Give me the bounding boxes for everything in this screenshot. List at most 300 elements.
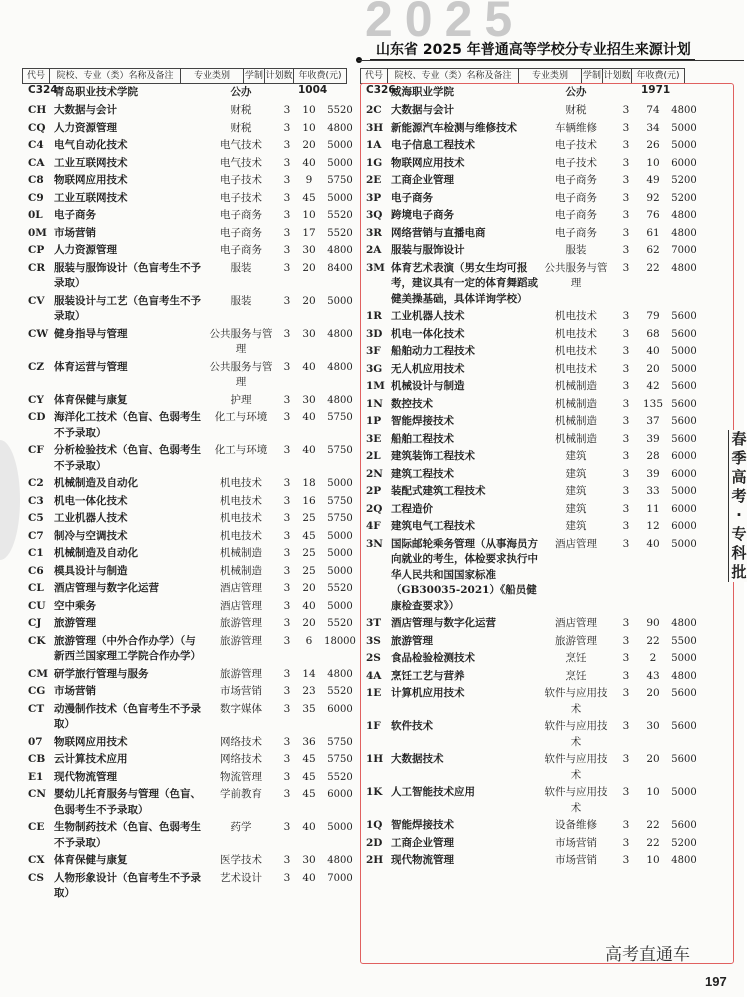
table-row xyxy=(366,852,706,870)
duration-years: 3 xyxy=(283,244,291,256)
plan-count: 22 xyxy=(646,836,660,849)
table-row xyxy=(28,769,363,787)
duration-years: 3 xyxy=(283,582,291,594)
major-name: 云计算技术应用 xyxy=(54,753,128,765)
duration-years: 3 xyxy=(283,871,291,884)
major-category: 电子技术 xyxy=(555,156,597,169)
plan-count: 10 xyxy=(646,786,660,798)
plan-count: 45 xyxy=(302,788,316,800)
plan-count: 68 xyxy=(646,327,660,340)
major-name: 工程造价 xyxy=(391,502,433,515)
major-category: 电子技术 xyxy=(555,139,597,151)
annual-fee: 5750 xyxy=(327,495,353,507)
plan-count: 20 xyxy=(302,617,316,629)
annual-fee: 5200 xyxy=(671,175,697,186)
major-category: 软件与应用技术 xyxy=(544,753,608,781)
plan-count: 22 xyxy=(646,634,660,647)
annual-fee: 5750 xyxy=(327,445,353,456)
major-code: 2N xyxy=(366,467,383,480)
plan-count: 40 xyxy=(302,599,316,612)
major-code: CF xyxy=(28,444,44,456)
duration-years: 3 xyxy=(283,191,291,204)
major-code: CA xyxy=(28,156,45,169)
table-row xyxy=(28,120,363,138)
table-row xyxy=(366,361,706,379)
plan-count: 2 xyxy=(649,652,657,664)
major-name: 海洋化工技术（色盲、色弱考生不予录取） xyxy=(54,411,201,439)
plan-count: 6 xyxy=(305,634,313,647)
plan-count: 10 xyxy=(646,854,660,866)
major-category: 电子商务 xyxy=(555,209,597,221)
major-code: CV xyxy=(28,294,45,307)
duration-years: 3 xyxy=(622,652,630,664)
major-name: 机械设计与制造 xyxy=(391,380,465,392)
major-code: 1M xyxy=(366,380,385,392)
major-code: C5 xyxy=(28,512,44,524)
major-code: CJ xyxy=(28,617,42,629)
duration-years: 3 xyxy=(622,617,630,629)
major-category: 软件与应用技术 xyxy=(544,786,608,814)
major-code: CH xyxy=(28,104,47,116)
table-row xyxy=(28,666,363,684)
major-name: 船舶工程技术 xyxy=(391,432,454,445)
annual-fee: 5600 xyxy=(671,311,697,322)
plan-count: 40 xyxy=(302,444,316,456)
major-name: 物联网应用技术 xyxy=(54,735,128,748)
duration-years: 3 xyxy=(622,520,630,532)
column-header: 学制 xyxy=(244,71,263,81)
plan-count: 34 xyxy=(646,121,660,134)
annual-fee: 18000 xyxy=(324,635,356,647)
table-row xyxy=(28,598,363,616)
major-category: 旅游管理 xyxy=(220,634,262,647)
annual-fee: 5000 xyxy=(327,822,353,833)
major-code: 1R xyxy=(366,310,383,322)
school-code: C324 xyxy=(28,84,58,96)
annual-fee: 7000 xyxy=(671,245,697,256)
major-code: CY xyxy=(28,393,44,406)
major-category: 酒店管理 xyxy=(555,537,597,550)
plan-count: 62 xyxy=(646,244,660,256)
major-name: 机械制造及自动化 xyxy=(54,547,138,559)
major-code: 2C xyxy=(366,104,382,116)
major-category: 电子商务 xyxy=(555,174,597,186)
annual-fee: 7000 xyxy=(327,872,353,884)
annual-fee: 5750 xyxy=(327,513,353,524)
duration-years: 3 xyxy=(283,788,291,800)
major-code: 2P xyxy=(366,485,382,497)
major-category: 旅游管理 xyxy=(555,634,597,647)
major-name: 市场营销 xyxy=(54,685,96,697)
major-code: 1N xyxy=(366,397,383,410)
major-code: 2H xyxy=(366,854,384,866)
duration-years: 3 xyxy=(283,667,291,680)
duration-years: 3 xyxy=(622,687,630,699)
duration-years: 3 xyxy=(283,226,291,239)
duration-years: 3 xyxy=(283,599,291,612)
duration-years: 3 xyxy=(622,819,630,831)
plan-count: 20 xyxy=(302,139,316,151)
annual-fee: 5600 xyxy=(671,754,697,765)
major-code: CK xyxy=(28,634,46,647)
major-category: 艺术设计 xyxy=(220,871,262,884)
major-category: 化工与环境 xyxy=(214,444,268,456)
annual-fee: 5520 xyxy=(327,618,353,629)
major-name: 酒店管理与数字化运营 xyxy=(391,617,496,629)
table-row xyxy=(366,784,706,817)
school-fee xyxy=(320,84,360,102)
plan-count: 30 xyxy=(302,244,316,256)
major-category: 机械制造 xyxy=(555,415,597,427)
major-category: 建筑 xyxy=(565,485,587,497)
major-category: 学前教育 xyxy=(220,788,262,800)
duration-years: 3 xyxy=(622,156,630,169)
table-row xyxy=(28,190,363,208)
major-category: 服装 xyxy=(230,294,252,307)
major-category: 药学 xyxy=(230,821,252,833)
major-name: 物联网应用技术 xyxy=(54,174,128,186)
major-code: CD xyxy=(28,411,46,423)
duration-years: 3 xyxy=(622,209,630,221)
duration-years: 3 xyxy=(283,617,291,629)
plan-count: 30 xyxy=(302,854,316,866)
plan-count: 39 xyxy=(646,432,660,445)
duration-years: 3 xyxy=(622,537,630,550)
major-category: 网络技术 xyxy=(220,735,262,748)
school-fee xyxy=(665,84,703,102)
major-code: C6 xyxy=(28,564,44,577)
plan-count: 20 xyxy=(302,261,316,274)
table-row xyxy=(28,242,363,260)
page-title: 山东省 2025 年普通高等学校分专业招生来源计划 xyxy=(370,42,695,60)
annual-fee: 5000 xyxy=(327,548,353,559)
annual-fee: 5750 xyxy=(327,175,353,186)
major-category: 公共服务与管理 xyxy=(209,327,273,355)
major-category: 机械制造 xyxy=(555,380,597,392)
plan-count: 20 xyxy=(302,294,316,307)
major-code: 3S xyxy=(366,634,381,647)
major-category: 电子商务 xyxy=(555,191,597,204)
table-row xyxy=(366,343,706,361)
annual-fee: 5600 xyxy=(671,398,697,410)
duration-years: 3 xyxy=(283,564,291,577)
annual-fee: 5600 xyxy=(671,433,697,445)
duration-years: 3 xyxy=(622,362,630,375)
major-code: 1F xyxy=(366,720,381,732)
plan-count: 20 xyxy=(646,687,660,699)
major-name: 建筑工程技术 xyxy=(391,467,454,480)
major-name: 现代物流管理 xyxy=(391,854,454,866)
major-category: 旅游管理 xyxy=(220,617,262,629)
plan-count: 26 xyxy=(646,139,660,151)
table-row xyxy=(28,633,363,666)
table-row xyxy=(366,137,706,155)
major-name: 电子商务 xyxy=(391,191,433,204)
major-category: 电子技术 xyxy=(220,174,262,186)
annual-fee: 4800 xyxy=(327,328,353,340)
column-header: 院校、专业（类）名称及备注 xyxy=(50,69,181,83)
plan-count: 25 xyxy=(302,564,316,577)
table-row xyxy=(366,396,706,414)
plan-count: 49 xyxy=(646,174,660,186)
plan-count: 79 xyxy=(646,310,660,322)
table-row xyxy=(28,528,363,546)
major-name: 酒店管理与数字化运营 xyxy=(54,582,159,594)
annual-fee: 5000 xyxy=(327,600,353,612)
major-code: 3P xyxy=(366,191,382,204)
major-code: C3 xyxy=(28,494,44,507)
table-row xyxy=(366,308,706,326)
annual-fee: 6000 xyxy=(327,789,353,800)
duration-years: 3 xyxy=(283,547,291,559)
school-name: 青岛职业技术学院 xyxy=(54,86,138,98)
major-name: 大数据与会计 xyxy=(391,104,454,116)
major-name: 物联网应用技术 xyxy=(391,156,465,169)
table-row xyxy=(366,326,706,344)
annual-fee: 5200 xyxy=(671,192,697,204)
major-code: 2Q xyxy=(366,502,383,515)
table-row xyxy=(366,536,706,616)
plan-count: 33 xyxy=(646,485,660,497)
major-code: 1Q xyxy=(366,819,383,831)
plan-count: 23 xyxy=(302,685,316,697)
major-code: 3F xyxy=(366,345,381,357)
table-row xyxy=(28,852,363,870)
major-name: 工业互联网技术 xyxy=(54,156,128,169)
major-code: 3R xyxy=(366,226,383,239)
annual-fee: 5200 xyxy=(671,837,697,849)
major-category: 建筑 xyxy=(565,467,587,480)
plan-count: 20 xyxy=(302,582,316,594)
major-code: 1H xyxy=(366,753,384,765)
duration-years: 3 xyxy=(622,669,630,682)
school-type: 公办 xyxy=(230,86,252,98)
major-category: 机械制造 xyxy=(220,564,262,577)
annual-fee: 5000 xyxy=(327,192,353,204)
annual-fee: 5600 xyxy=(671,820,697,831)
duration-years: 3 xyxy=(622,226,630,239)
major-category: 建筑 xyxy=(565,502,587,515)
major-code: 2S xyxy=(366,652,381,664)
table-row xyxy=(28,409,363,442)
plan-count: 40 xyxy=(302,360,316,373)
table-row xyxy=(366,102,706,120)
major-category: 旅游管理 xyxy=(220,667,262,680)
plan-count: 20 xyxy=(646,362,660,375)
annual-fee: 6000 xyxy=(671,503,697,515)
major-category: 软件与应用技术 xyxy=(544,687,608,715)
plan-count: 30 xyxy=(302,327,316,340)
plan-count: 61 xyxy=(646,226,660,239)
page-number: 197 xyxy=(705,974,727,989)
annual-fee: 4800 xyxy=(671,855,697,866)
major-category: 电子商务 xyxy=(220,244,262,256)
major-name: 研学旅行管理与服务 xyxy=(54,667,149,680)
major-name: 空中乘务 xyxy=(54,599,96,612)
major-category: 建筑 xyxy=(565,520,587,532)
column-header: 院校、专业（类）名称及备注 xyxy=(388,69,519,83)
annual-fee: 6000 xyxy=(671,157,697,169)
major-code: 4A xyxy=(366,669,382,682)
table-header-left xyxy=(22,68,347,84)
major-name: 动漫制作技术（色盲考生不予录取） xyxy=(54,702,201,730)
major-category: 化工与环境 xyxy=(214,411,268,423)
table-row xyxy=(366,835,706,853)
duration-years: 3 xyxy=(283,121,291,134)
major-name: 服装与服饰设计 xyxy=(391,244,465,256)
major-name: 人力资源管理 xyxy=(54,244,117,256)
major-name: 电子商务 xyxy=(54,209,96,221)
major-category: 网络技术 xyxy=(220,753,262,765)
major-category: 机械制造 xyxy=(555,397,597,410)
major-category: 市场营销 xyxy=(555,836,597,849)
annual-fee: 4800 xyxy=(671,262,697,274)
duration-years: 3 xyxy=(283,821,291,833)
major-category: 机电技术 xyxy=(555,345,597,357)
major-code: C7 xyxy=(28,529,44,542)
duration-years: 3 xyxy=(622,786,630,798)
duration-years: 3 xyxy=(283,770,291,783)
annual-fee: 6000 xyxy=(327,703,353,715)
plan-count: 45 xyxy=(302,529,316,542)
major-name: 智能焊接技术 xyxy=(391,819,454,831)
major-name: 食品检验检测技术 xyxy=(391,652,475,664)
annual-fee: 5500 xyxy=(671,635,697,647)
duration-years: 3 xyxy=(622,244,630,256)
major-category: 机械制造 xyxy=(555,432,597,445)
table-row xyxy=(28,734,363,752)
major-name: 人力资源管理 xyxy=(54,121,117,134)
annual-fee: 5750 xyxy=(327,412,353,423)
major-name: 机电一体化技术 xyxy=(54,494,128,507)
plan-count: 76 xyxy=(646,209,660,221)
major-code: CZ xyxy=(28,360,45,373)
major-category: 机电技术 xyxy=(555,310,597,322)
table-row xyxy=(28,786,363,819)
major-name: 新能源汽车检测与维修技术 xyxy=(391,121,517,134)
annual-fee: 5000 xyxy=(327,157,353,169)
annual-fee: 4800 xyxy=(327,361,353,373)
major-name: 国际邮轮乘务管理（从事海员方向就业的考生，体检要求执行中华人民共和国国家标准（GB30035-2021）《船员健康检查要求》） xyxy=(391,537,538,612)
table-row xyxy=(366,190,706,208)
plan-count: 9 xyxy=(305,174,313,186)
duration-years: 3 xyxy=(283,139,291,151)
annual-fee: 5600 xyxy=(671,328,697,340)
school-plan: 1004 xyxy=(298,84,328,96)
major-name: 人工智能技术应用 xyxy=(391,786,475,798)
duration-years: 3 xyxy=(622,310,630,322)
duration-years: 3 xyxy=(622,836,630,849)
major-category: 机械制造 xyxy=(220,547,262,559)
table-row xyxy=(366,668,706,686)
major-name: 装配式建筑工程技术 xyxy=(391,485,486,497)
annual-fee: 6000 xyxy=(671,468,697,480)
table-row xyxy=(28,819,363,852)
duration-years: 3 xyxy=(283,156,291,169)
major-name: 跨境电子商务 xyxy=(391,209,454,221)
table-row xyxy=(28,615,363,633)
major-code: C8 xyxy=(28,174,44,186)
annual-fee: 4800 xyxy=(327,855,353,866)
major-code: C1 xyxy=(28,547,44,559)
duration-years: 3 xyxy=(622,854,630,866)
duration-years: 3 xyxy=(622,191,630,204)
major-category: 物流管理 xyxy=(220,770,262,783)
duration-years: 3 xyxy=(622,432,630,445)
table-row xyxy=(28,545,363,563)
duration-years: 3 xyxy=(283,477,291,489)
duration-years: 3 xyxy=(622,104,630,116)
annual-fee: 8400 xyxy=(327,262,353,274)
major-name: 体育艺术表演（男女生均可报考，建议具有一定的体育舞蹈或健美操基础，具体详询学校） xyxy=(391,261,538,305)
annual-fee: 5520 xyxy=(327,210,353,221)
plan-count: 90 xyxy=(646,617,660,629)
annual-fee: 5000 xyxy=(671,363,697,375)
major-code: CL xyxy=(28,582,44,594)
major-code: 1A xyxy=(366,139,382,151)
major-category: 软件与应用技术 xyxy=(544,720,608,748)
duration-years: 3 xyxy=(283,529,291,542)
major-category: 财税 xyxy=(230,104,252,116)
major-category: 公共服务与管理 xyxy=(209,360,273,388)
major-code: 1P xyxy=(366,415,382,427)
major-category: 车辆维修 xyxy=(555,121,597,134)
plan-count: 30 xyxy=(646,720,660,732)
major-code: 1K xyxy=(366,786,383,798)
duration-years: 3 xyxy=(622,174,630,186)
table-row xyxy=(28,870,363,903)
duration-years: 3 xyxy=(283,494,291,507)
duration-years: 3 xyxy=(622,467,630,480)
major-code: 3E xyxy=(366,432,382,445)
major-name: 电气自动化技术 xyxy=(54,139,128,151)
duration-years: 3 xyxy=(622,261,630,274)
annual-fee: 4800 xyxy=(671,210,697,221)
table-row xyxy=(28,580,363,598)
duration-years: 3 xyxy=(622,634,630,647)
major-name: 人物形象设计（色盲考生不予录取） xyxy=(54,871,201,899)
school-plan: 1971 xyxy=(641,84,671,96)
column-header: 专业类别 xyxy=(181,69,244,83)
table-row xyxy=(28,475,363,493)
table-row xyxy=(28,392,363,410)
major-code: C2 xyxy=(28,477,44,489)
major-category: 数字媒体 xyxy=(220,702,262,715)
duration-years: 3 xyxy=(283,393,291,406)
school-row xyxy=(28,84,363,102)
major-name: 旅游管理 xyxy=(54,617,96,629)
annual-fee: 5750 xyxy=(327,736,353,748)
plan-count: 28 xyxy=(646,450,660,462)
table-row xyxy=(366,501,706,519)
plan-count: 18 xyxy=(302,477,316,489)
duration-years: 3 xyxy=(622,450,630,462)
annual-fee: 5000 xyxy=(671,486,697,497)
annual-fee: 4800 xyxy=(671,618,697,629)
major-code: CB xyxy=(28,753,46,765)
major-category: 护理 xyxy=(230,393,252,406)
plan-count: 45 xyxy=(302,770,316,783)
plan-count: 74 xyxy=(646,104,660,116)
table-row xyxy=(366,225,706,243)
year-banner: 2025 xyxy=(365,0,525,47)
major-code: 1E xyxy=(366,687,382,699)
major-category: 烹饪 xyxy=(565,652,587,664)
table-row xyxy=(366,685,706,718)
annual-fee: 5520 xyxy=(327,583,353,594)
major-category: 机电技术 xyxy=(555,327,597,340)
table-row xyxy=(28,225,363,243)
